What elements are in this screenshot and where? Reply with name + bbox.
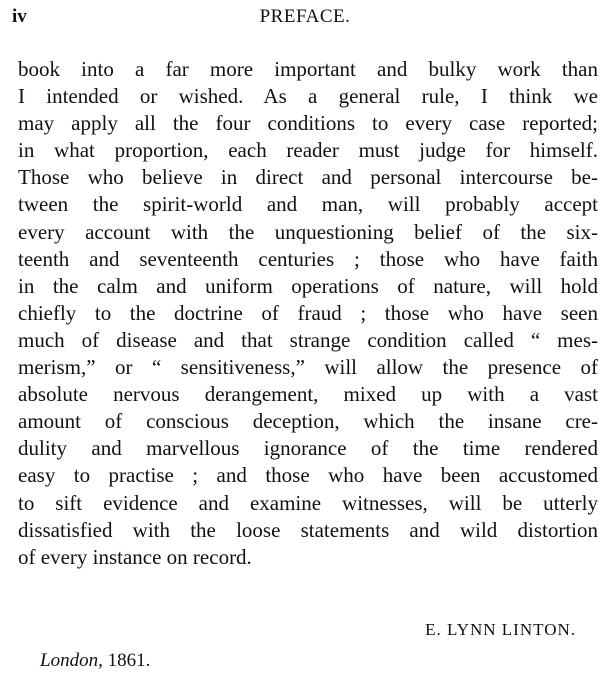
text-line: I intended or wished. As a general rule, I think we — [18, 84, 598, 109]
text-line: in what proportion, each reader must judge for himself. — [18, 138, 598, 163]
dateline-place: London, — [40, 650, 103, 671]
text-line: easy to practise ; and those who have been accustomed — [18, 463, 598, 488]
text-line: book into a far more important and bulky work than — [18, 57, 598, 81]
text-line: every account with the unquestioning belief of the six- — [18, 219, 598, 244]
text-line: teenth and seventeenth centuries ; those who have faith — [18, 246, 598, 271]
text-line-last: of every instance on record. — [18, 544, 252, 569]
text-line: dulity and marvellous ignorance of the time rendered — [18, 436, 598, 461]
page-title: PREFACE. — [259, 6, 351, 27]
text-line: Those who believe in direct and personal intercourse be- — [18, 165, 598, 190]
text-line: amount of conscious deception, which the insane cre- — [18, 409, 598, 434]
text-line: tween the spirit-world and man, will probably accept — [18, 192, 598, 217]
author-signature: E. LYNN LINTON. — [425, 620, 576, 639]
text-line: to sift evidence and examine witnesses, will be utterly — [18, 490, 598, 515]
text-line: in the calm and uniform operations of nature, will hold — [18, 273, 598, 298]
text-line: merism,” or “ sensitiveness,” will allow the presence of — [18, 355, 598, 380]
running-head — [12, 2, 598, 32]
text-line: may apply all the four conditions to every case reported; — [18, 111, 598, 136]
text-line: much of disease and that strange condition called “ mes- — [18, 327, 598, 352]
text-line: dissatisfied with the loose statements and wild distortion — [18, 517, 598, 542]
dateline-year: 1861. — [107, 650, 151, 671]
page-number: iv — [12, 6, 27, 27]
text-line: absolute nervous derangement, mixed up with a vast — [18, 382, 598, 407]
preface-paragraph — [18, 56, 598, 571]
dateline — [40, 648, 150, 674]
text-line: chiefly to the doctrine of fraud ; those who have seen — [18, 300, 598, 325]
